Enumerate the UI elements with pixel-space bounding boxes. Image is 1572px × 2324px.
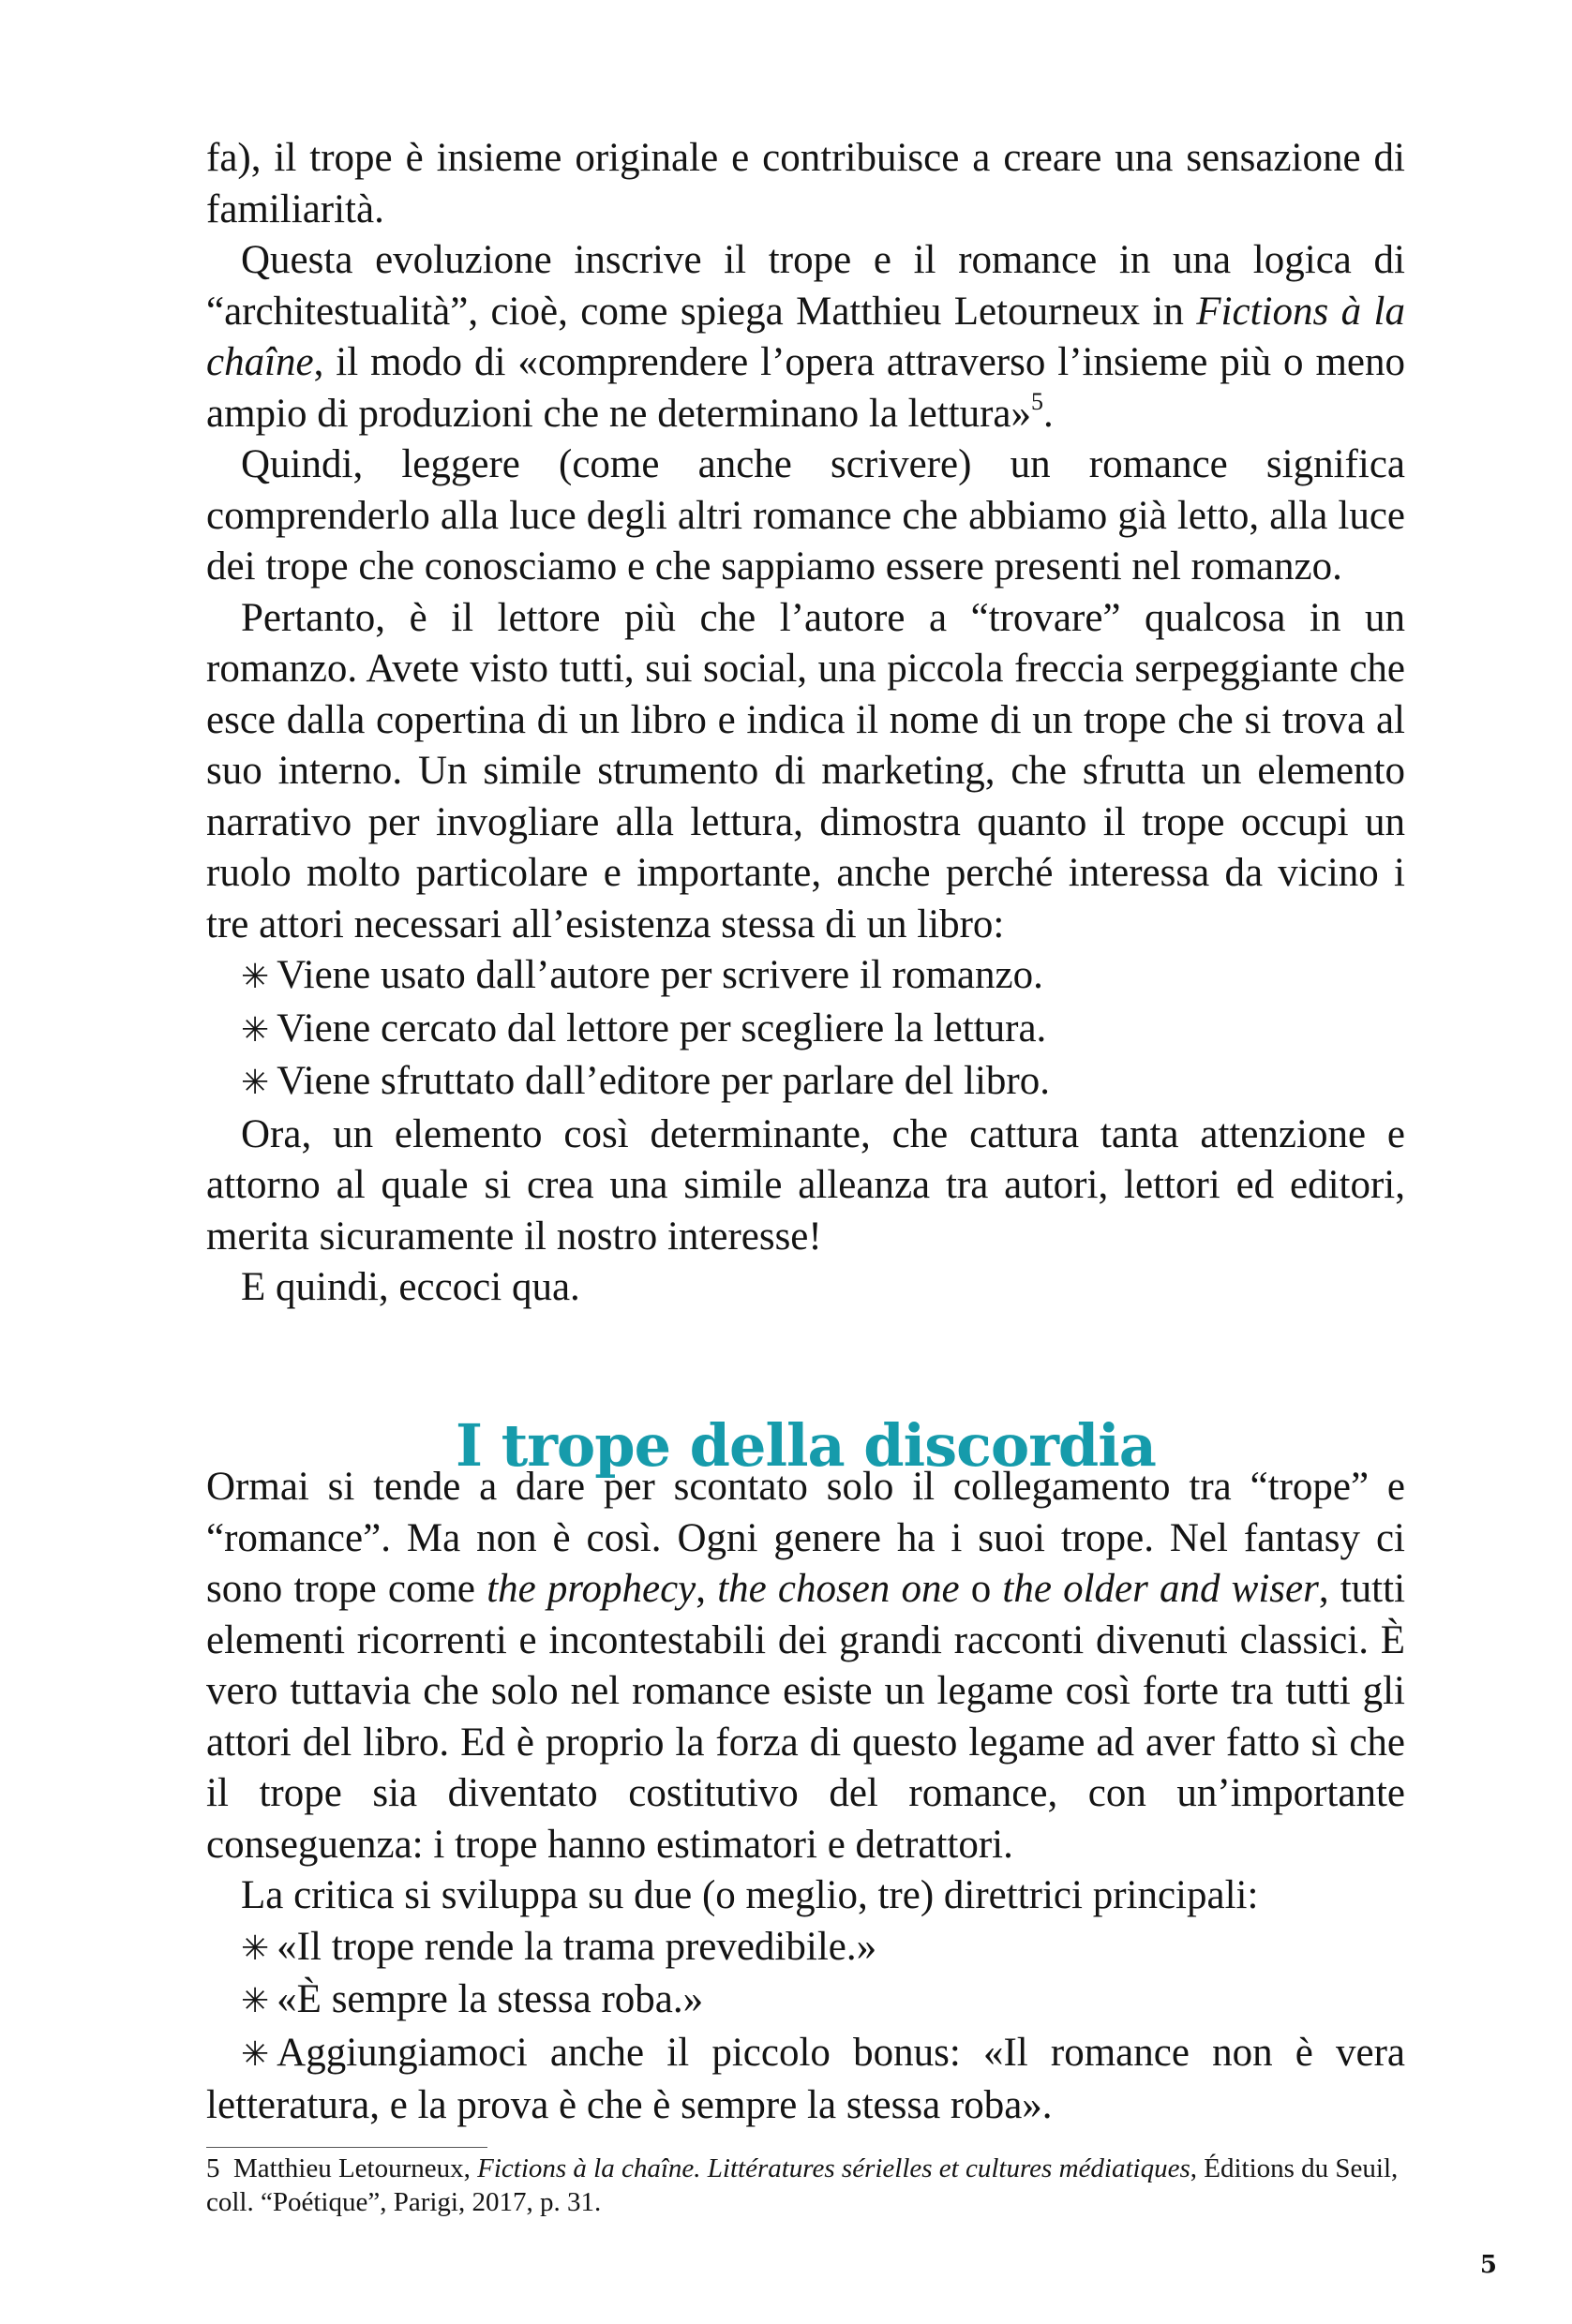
footnote	[206, 2152, 1405, 2219]
paragraph-text: .	[1043, 391, 1054, 436]
footnote-book-title: Fictions à la chaîne. Littératures sérielles et cultures médiatiques	[477, 2153, 1190, 2183]
paragraph: Pertanto, è il lettore più che l’autore a “trovare” qualcosa in un romanzo. Avete visto tutti, sui social, una piccola freccia serpeggiante che esce dalla copertina di un libro e indica il nome di un trope che si trova al suo interno. Un simile strumento di marketing, che sfrutta un elemento narrativo per invogliare alla lettura, dimostra quanto il trope occupi un ruolo molto particolare e importante, anche perché interessa da vicino i tre attori necessari all’esistenza stessa di un libro:	[206, 595, 1405, 946]
list-item	[206, 1056, 1405, 1110]
paragraph: Quindi, leggere (come anche scrivere) un romance significa comprenderlo alla luce degli altri romance che abbiamo già letto, alla luce dei trope che conosciamo e che sappiamo essere presenti nel romanzo.	[206, 442, 1405, 588]
asterisk-bullet-icon: ✳	[241, 1064, 270, 1102]
paragraph-text: , il modo di «comprendere l’opera attraverso l’insieme più o meno ampio di produzioni che ne determinano la lettura»	[206, 340, 1405, 436]
footnote-number: 5	[206, 2153, 220, 2183]
italic-term: the older and wiser	[1002, 1567, 1319, 1611]
paragraph-text: ,	[696, 1567, 718, 1611]
paragraph	[206, 1462, 1405, 1870]
footnote-publication: , Éditions du Seuil, coll. “Poétique”, Parigi, 2017, p. 31.	[206, 2153, 1399, 2217]
paragraph-text: o	[959, 1567, 1003, 1611]
body-text-bottom	[206, 1462, 1405, 2132]
list-item	[206, 1004, 1405, 1057]
paragraph-text: Ormai si tende a dare per scontato solo il collegamento tra “trope” e “romance”. Ma non è così. Ogni genere ha i suoi trope. Nel fantasy ci sono trope come	[206, 1465, 1405, 1611]
footnote-text	[206, 2152, 1405, 2219]
book-title-italic: Fictions à la chaîne	[206, 289, 1405, 384]
footnote-author: Matthieu Letourneux,	[233, 2153, 478, 2183]
list-item-text: «Il trope rende la trama prevedibile.»	[277, 1924, 877, 1969]
footnote-divider	[206, 2147, 487, 2148]
italic-term: the prophecy	[487, 1567, 696, 1611]
paragraph: fa), il trope è insieme originale e contribuisce a creare una sensazione di familiarità.	[206, 136, 1405, 231]
list-item-text: Viene cercato dal lettore per scegliere la lettura.	[277, 1006, 1047, 1050]
list-item-text: «È sempre la stessa roba.»	[277, 1977, 704, 2021]
list-item-text: Viene usato dall’autore per scrivere il romanzo.	[277, 953, 1043, 997]
asterisk-bullet-icon: ✳	[241, 1929, 270, 1968]
list-item-text: Viene sfruttato dall’editore per parlare del libro.	[277, 1059, 1050, 1103]
paragraph-text: Questa evoluzione inscrive il trope e il romance in una logica di “architestualità”, cioè, come spiega Matthieu Letourneux in	[206, 238, 1405, 334]
list-item	[206, 1974, 1405, 2028]
paragraph	[206, 235, 1405, 439]
italic-term: the chosen one	[717, 1567, 960, 1611]
list-item	[206, 2028, 1405, 2132]
page-number: 5	[1479, 2251, 1497, 2279]
paragraph: Ora, un elemento così determinante, che cattura tanta attenzione e attorno al quale si crea una simile alleanza tra autori, lettori ed editori, merita sicuramente il nostro interesse!	[206, 1111, 1405, 1259]
list-item-text: Aggiungiamoci anche il piccolo bonus: «Il romance non è vera letteratura, e la prova è che è sempre la stessa roba».	[206, 2030, 1405, 2127]
asterisk-bullet-icon: ✳	[241, 958, 270, 996]
paragraph: E quindi, eccoci qua.	[241, 1265, 580, 1309]
list-item	[206, 950, 1405, 1004]
paragraph: La critica si sviluppa su due (o meglio, tre) direttrici principali:	[241, 1873, 1259, 1917]
asterisk-bullet-icon: ✳	[241, 1982, 270, 2020]
section-heading: I trope della discordia	[456, 1411, 1156, 1481]
asterisk-bullet-icon: ✳	[241, 1010, 270, 1050]
paragraph-text: , tutti elementi ricorrenti e incontestabili dei grandi racconti divenuti classici. È vero tuttavia che solo nel romance esiste un legame così forte tra tutti gli attori del libro. Ed è proprio la forza di questo legame ad aver fatto sì che il trope sia diventato costitutivo del romance, con un’importante conseguenza: i trope hanno estimatori e detrattori.	[206, 1567, 1406, 1867]
list-item	[206, 1922, 1405, 1975]
body-text-top	[206, 133, 1405, 1314]
footnote-reference[interactable]: 5	[1031, 388, 1044, 416]
asterisk-bullet-icon: ✳	[241, 2034, 270, 2074]
